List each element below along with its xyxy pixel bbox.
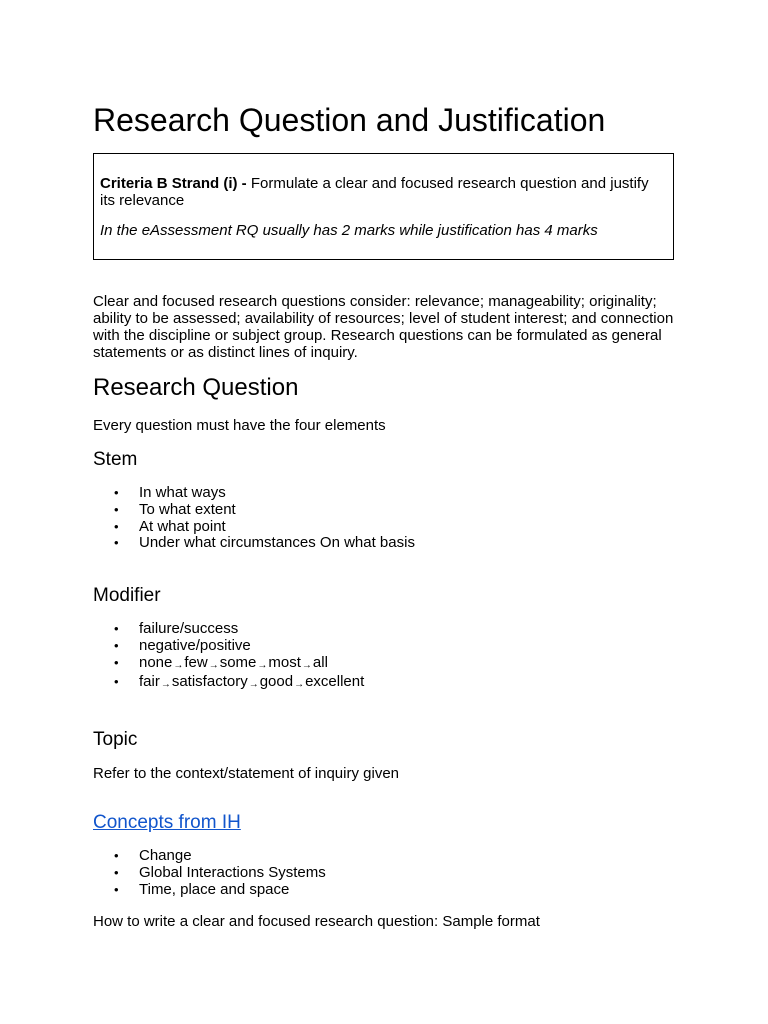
marks-note: In the eAssessment RQ usually has 2 marks while justification has 4 marks	[100, 222, 598, 239]
stem-heading: Stem	[93, 449, 138, 470]
page-title: Research Question and Justification	[93, 102, 606, 138]
concepts-list	[93, 848, 326, 898]
list-item: • none→few→some→most→all	[93, 655, 364, 675]
arrow-right-icon: →	[294, 679, 305, 691]
list-item: • fair→satisfactory→good→excellent	[93, 674, 364, 694]
arrow-right-icon: →	[248, 679, 259, 691]
criteria-text: Formulate a clear and focused research question and justify its relevance	[100, 175, 649, 209]
list-item: • Time, place and space	[93, 882, 326, 899]
arrow-right-icon: →	[208, 659, 219, 671]
criteria-label: Criteria B Strand (i) -	[100, 175, 247, 192]
topic-text: Refer to the context/statement of inquiry given	[93, 765, 399, 782]
research-question-heading: Research Question	[93, 374, 299, 401]
modifier-heading: Modifier	[93, 585, 161, 606]
criteria-box	[93, 153, 674, 260]
topic-heading: Topic	[93, 729, 138, 750]
list-item: • At what point	[93, 519, 415, 536]
arrow-right-icon: →	[160, 679, 171, 691]
list-item: • failure/success	[93, 621, 364, 638]
research-question-subtext: Every question must have the four elements	[93, 417, 386, 434]
arrow-right-icon: →	[301, 659, 312, 671]
criteria-statement	[100, 176, 667, 209]
list-item: • In what ways	[93, 485, 415, 502]
list-item: • Change	[93, 848, 326, 865]
stem-list	[93, 485, 415, 552]
concepts-link[interactable]: Concepts from IH	[93, 812, 241, 833]
arrow-right-icon: →	[173, 659, 184, 671]
list-item: • negative/positive	[93, 638, 364, 655]
list-item: • To what extent	[93, 502, 415, 519]
modifier-list	[93, 621, 364, 694]
arrow-right-icon: →	[257, 659, 268, 671]
list-item: • Global Interactions Systems	[93, 865, 326, 882]
list-item: • Under what circumstances On what basis	[93, 535, 415, 552]
closing-text: How to write a clear and focused research question: Sample format	[93, 913, 540, 930]
intro-paragraph: Clear and focused research questions consider: relevance; manageability; originality; ability to be assessed; availability of resources; level of student interest; and connection with the discipline or subject group. Research questions can be formulated as general statements or as distinct lines of inquiry.	[93, 293, 674, 361]
